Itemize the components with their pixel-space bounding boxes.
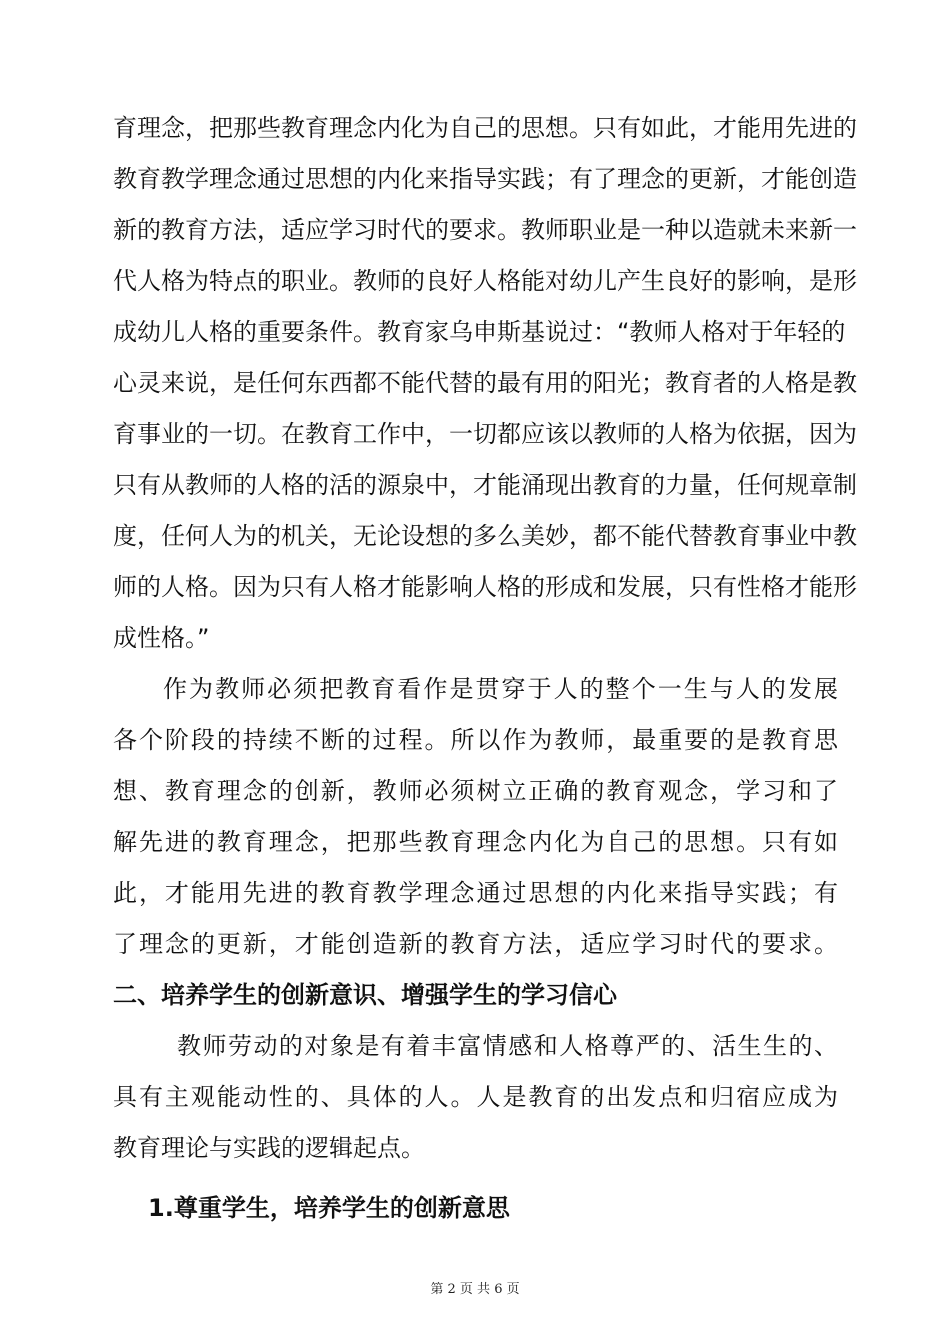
page-footer: 第 2 页 共 6 页	[430, 1282, 520, 1297]
section-heading: 二、培养学生的创新意识、增强学生的学习信心	[113, 981, 617, 1009]
paragraph-line: 新的教育方法，适应学习时代的要求。教师职业是一种以造就未来新一	[113, 216, 857, 244]
paragraph-line: 育理念，把那些教育理念内化为自己的思想。只有如此，才能用先进的	[113, 114, 857, 142]
paragraph-line: 作为教师必须把教育看作是贯穿于人的整个一生与人的发展	[163, 675, 838, 703]
paragraph-line: 教师劳动的对象是有着丰富情感和人格尊严的、活生生的、	[177, 1032, 838, 1060]
paragraph-line: 解先进的教育理念，把那些教育理念内化为自己的思想。只有如	[113, 828, 838, 856]
paragraph-line: 度，任何人为的机关，无论设想的多么美妙，都不能代替教育事业中教	[113, 522, 857, 550]
paragraph-line: 具有主观能动性的、具体的人。人是教育的出发点和归宿应成为	[113, 1083, 838, 1111]
paragraph-line: 育事业的一切。在教育工作中，一切都应该以教师的人格为依据，因为	[113, 420, 857, 448]
paragraph-line: 代人格为特点的职业。教师的良好人格能对幼儿产生良好的影响，是形	[113, 267, 857, 295]
paragraph-line: 各个阶段的持续不断的过程。所以作为教师，最重要的是教育思	[113, 726, 838, 754]
paragraph-line: 了理念的更新，才能创造新的教育方法，适应学习时代的要求。	[113, 930, 838, 958]
paragraph-line: 只有从教师的人格的活的源泉中，才能涌现出教育的力量，任何规章制	[113, 471, 857, 499]
paragraph-line: 此，才能用先进的教育教学理念通过思想的内化来指导实践；有	[113, 879, 838, 907]
paragraph-line: 师的人格。因为只有人格才能影响人格的形成和发展，只有性格才能形	[113, 573, 857, 601]
paragraph-line: 成性格。”	[113, 624, 210, 652]
paragraph-line: 教育理论与实践的逻辑起点。	[113, 1134, 425, 1162]
paragraph-line: 想、教育理念的创新，教师必须树立正确的教育观念，学习和了	[113, 777, 838, 805]
paragraph-line: 成幼儿人格的重要条件。教育家乌申斯基说过：“教师人格对于年轻的	[113, 318, 846, 346]
subheading: 1.尊重学生，培养学生的创新意思	[148, 1194, 510, 1222]
paragraph-line: 教育教学理念通过思想的内化来指导实践；有了理念的更新，才能创造	[113, 165, 857, 193]
paragraph-line: 心灵来说，是任何东西都不能代替的最有用的阳光；教育者的人格是教	[113, 369, 857, 397]
